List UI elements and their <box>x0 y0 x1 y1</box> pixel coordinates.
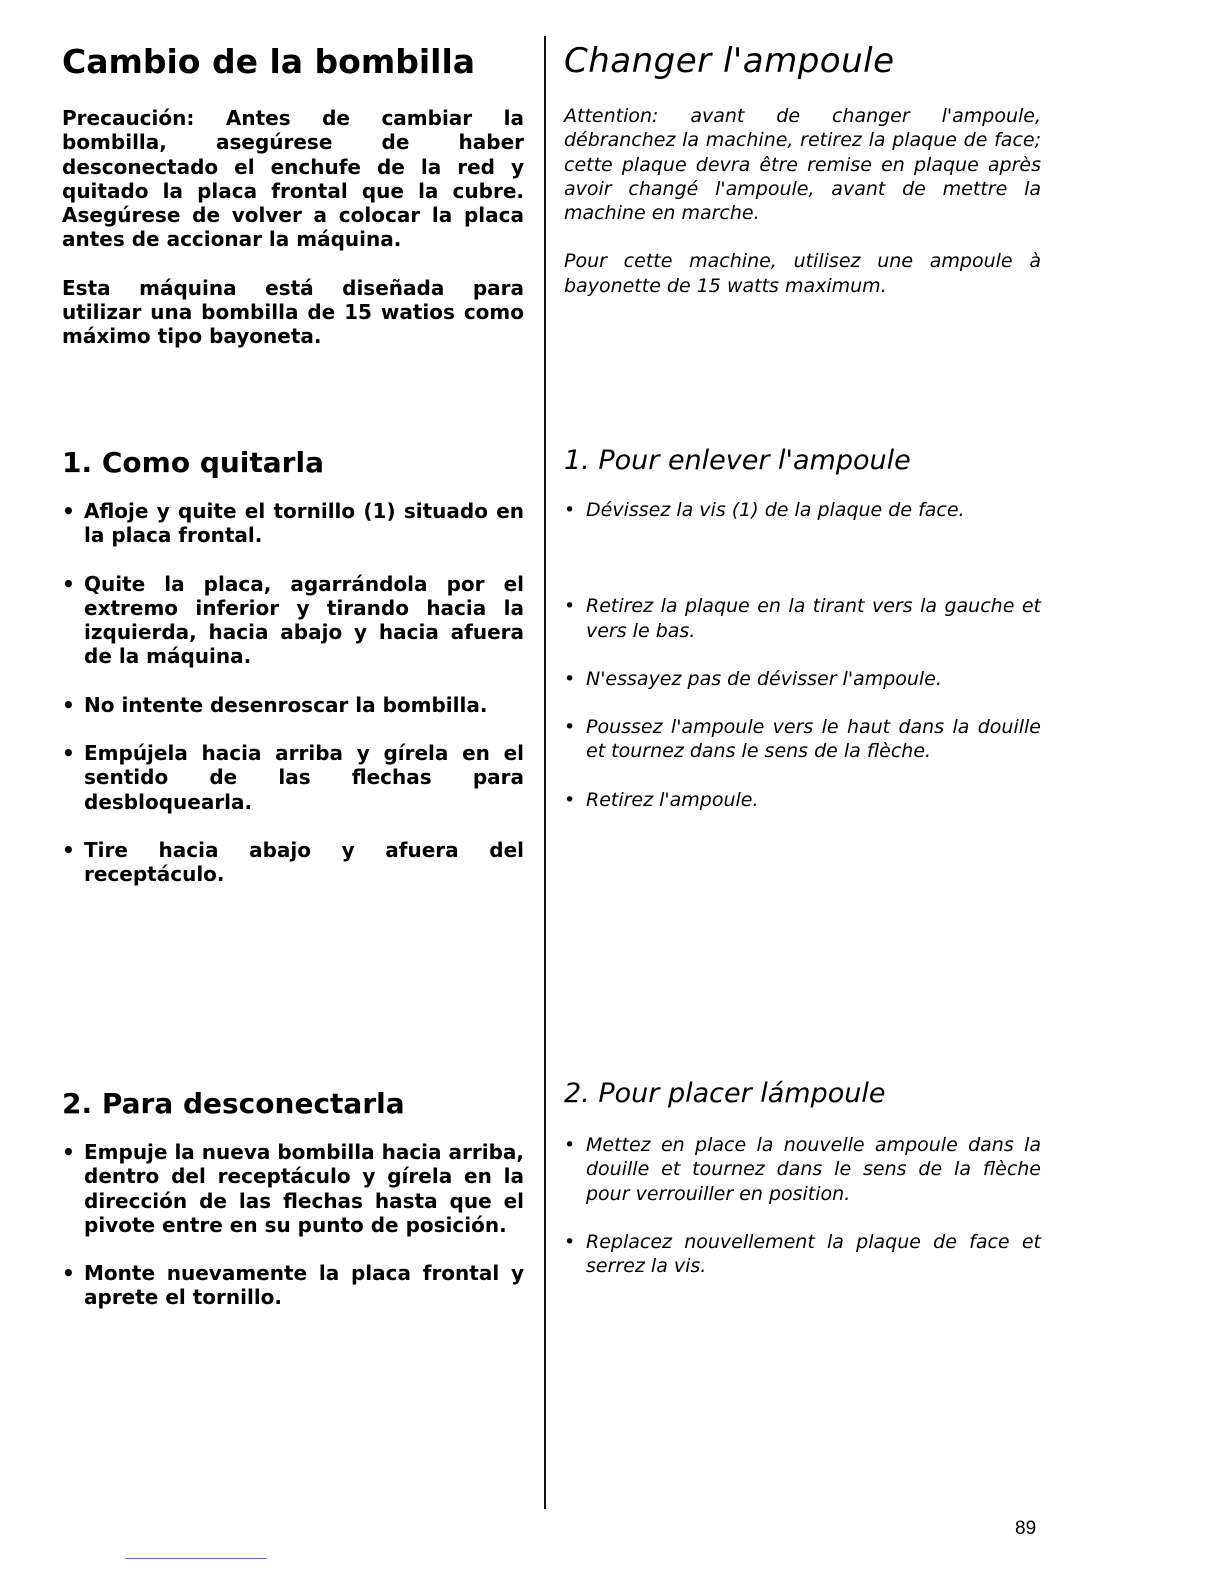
spanish-section-2 <box>62 1086 524 1310</box>
list-item: • Tire hacia abajo y afuera del receptáculo. <box>62 837 524 887</box>
list-item: • Retirez l'ampoule. <box>564 788 759 811</box>
list-item: • Poussez l'ampoule vers le haut dans la douille et tournez dans le sens de la flèche. <box>564 716 1041 763</box>
page-number: 89 <box>1015 1518 1037 1539</box>
list-item: • Dévissez la vis (1) de la plaque de face. <box>564 499 965 521</box>
spanish-caution: Precaución: Antes de cambiar la bombilla, asegúrese de haber desconectado el enchufe de la red y quitado la placa frontal que la cubre. Asegúrese de volver a colocar la placa antes de accionar la máquina. <box>62 106 524 252</box>
spanish-title: Cambio de la bombilla <box>62 42 476 81</box>
french-section-2-list <box>564 1133 1041 1278</box>
french-section-2-heading: 2. Pour placer lámpoule <box>564 1078 886 1109</box>
spanish-section-1-heading: 1. Como quitarla <box>62 446 324 479</box>
list-item: • Empújela hacia arriba y gírela en el sentido de las flechas para desbloquearla. <box>62 741 524 814</box>
spanish-section-2-list <box>62 1140 524 1310</box>
french-intro <box>564 40 1041 298</box>
list-item: • Monte nuevamente la placa frontal y aprete el tornillo. <box>62 1261 524 1310</box>
french-section-1-list <box>564 498 1041 812</box>
spanish-section-1-list <box>62 499 524 887</box>
french-attention: Attention: avant de changer l'ampoule, débranchez la machine, retirez la plaque de face; cette plaque devra être remise en plaque après avoir changé l'ampoule, avant de mettre la machine en marche. <box>564 105 1041 225</box>
french-section-2 <box>564 1077 1041 1278</box>
french-bulb-note: Pour cette machine, utilisez une ampoule à bayonette de 15 watts maximum. <box>564 250 1041 297</box>
french-title: Changer l'ampoule <box>564 41 895 81</box>
list-item: • Replacez nouvellement la plaque de face et serrez la vis. <box>564 1230 1041 1278</box>
list-item: • Retirez la plaque en la tirant vers la gauche et vers le bas. <box>564 595 1041 642</box>
french-section-1 <box>564 444 1041 812</box>
spanish-bulb-note: Esta máquina está diseñada para utilizar una bombilla de 15 watios como máximo tipo bayoneta. <box>62 275 524 349</box>
spanish-section-1 <box>62 445 524 887</box>
column-divider <box>544 36 546 1509</box>
list-item: • Mettez en place la nouvelle ampoule dans la douille et tournez dans le sens de la flèche pour verrouiller en position. <box>564 1134 1041 1205</box>
spanish-intro <box>62 42 524 349</box>
list-item: • Quite la placa, agarrándola por el extremo inferior y tirando hacia la izquierda, hacia abajo y hacia afuera de la máquina. <box>62 571 524 669</box>
footer-rule <box>125 1558 267 1559</box>
list-item: • N'essayez pas de dévisser l'ampoule. <box>564 667 942 690</box>
list-item: • Afloje y quite el tornillo (1) situado en la placa frontal. <box>62 499 524 548</box>
french-section-1-heading: 1. Pour enlever l'ampoule <box>564 445 911 476</box>
list-item: • No intente desenroscar la bombilla. <box>62 692 488 717</box>
list-item: • Empuje la nueva bombilla hacia arriba, dentro del receptáculo y gírela en la dirección de las flechas hasta que el pivote entre en su punto de posición. <box>62 1140 524 1237</box>
spanish-section-2-heading: 2. Para desconectarla <box>62 1087 405 1120</box>
